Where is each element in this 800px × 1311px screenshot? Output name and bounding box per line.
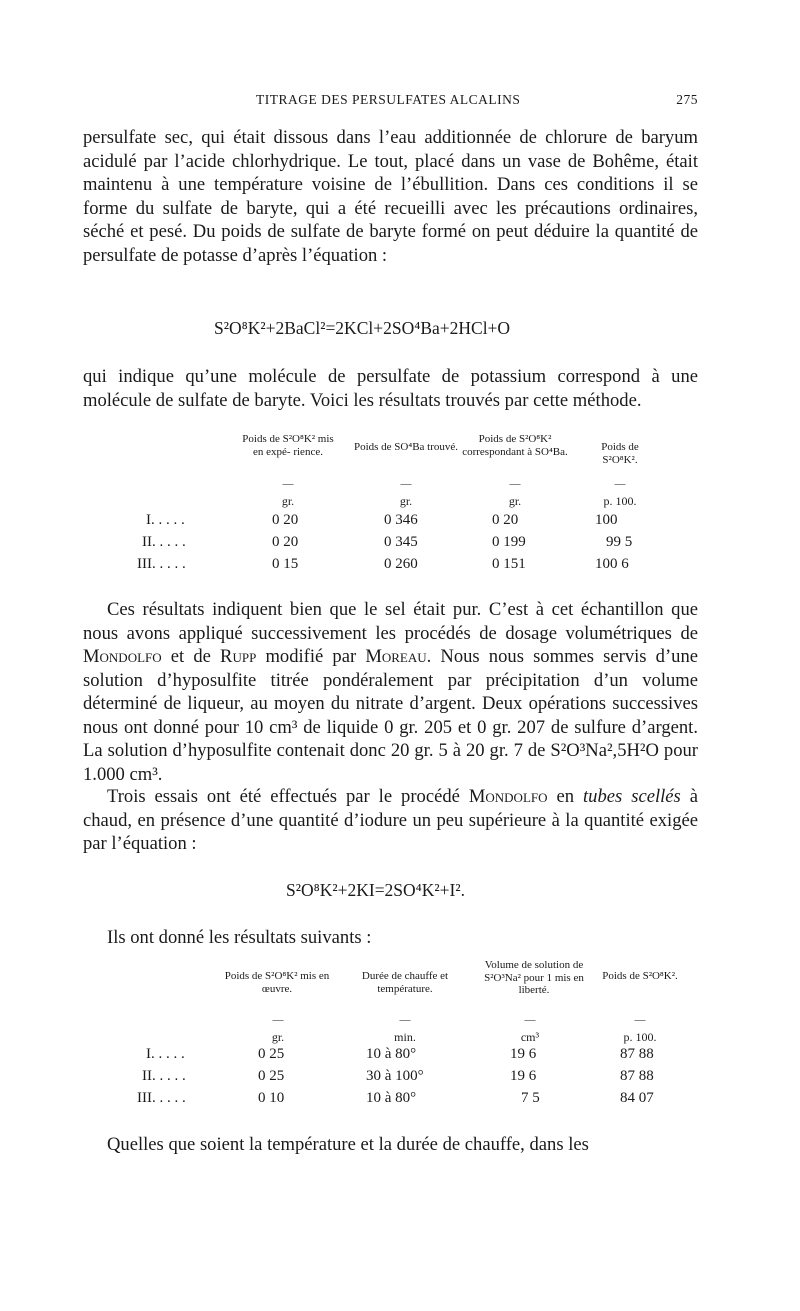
paragraph-6-text: Quelles que soient la température et la durée de chauffe, dans les: [107, 1134, 589, 1155]
table-2-unit-1: gr.: [271, 1030, 285, 1044]
table-2-dash-4: —: [634, 1014, 646, 1026]
table-2-header-2: Durée de chauffe et température.: [361, 970, 449, 995]
table-cell: 0 345: [384, 534, 418, 550]
table-1-dash-4: —: [614, 478, 626, 490]
paragraph-6: [107, 1133, 698, 1157]
table-cell: 84 07: [620, 1090, 654, 1106]
paragraph-4-part-a: Trois essais ont été effectués par le procédé: [107, 786, 469, 807]
table-2-header-3: Volume de solution de S²O³Na² pour 1 mis en liberté.: [484, 959, 584, 996]
table-cell: 0 346: [384, 512, 418, 528]
table-cell: 0 20: [272, 512, 299, 528]
table-2-dash-2: —: [399, 1014, 411, 1026]
paragraph-5: [107, 926, 722, 950]
table-2-dash-1: —: [272, 1014, 284, 1026]
table-1-dash-3: —: [509, 478, 521, 490]
paragraph-4: [83, 785, 698, 856]
table-row-label: II. . . . .: [142, 534, 186, 550]
table-1-header-4: Poids de S²O⁸K².: [601, 441, 639, 466]
table-cell: 0 20: [492, 512, 519, 528]
table-row-label: I. . . . .: [146, 512, 185, 528]
paragraph-4-part-c: à chaud, en présence d’une quantité d’iodure un peu supérieure à la quantité exigée par l’équation :: [83, 786, 698, 854]
table-2-unit-2: min.: [394, 1030, 416, 1044]
paragraph-1: [83, 126, 698, 267]
equation-2: S²O⁸K²+2KI=2SO⁴K²+I².: [286, 880, 465, 900]
table-1-dash-1: —: [282, 478, 294, 490]
paragraph-3-part-c: modifié par: [256, 646, 366, 667]
running-header: [108, 92, 698, 114]
table-cell: 7 5: [521, 1090, 540, 1106]
table-row-label: III. . . . .: [137, 1090, 186, 1106]
table-cell: 100 6: [595, 556, 629, 572]
table-1-unit-4: p. 100.: [603, 494, 637, 508]
table-2-dash-3: —: [524, 1014, 536, 1026]
table-1-unit-3: gr.: [508, 494, 522, 508]
table-row-label: II. . . . .: [142, 1068, 186, 1084]
table-cell: 19 6: [510, 1046, 537, 1062]
table-cell: 0 10: [258, 1090, 285, 1106]
table-2-unit-4: p. 100.: [623, 1030, 657, 1044]
paragraph-2: [83, 365, 698, 412]
paragraph-3-part-a: Ces résultats indiquent bien que le sel était pur. C’est à cet échantillon que nous avons appliqué successivement les procédés de dosage volumétriques de: [83, 599, 698, 644]
table-1-header-3: Poids de S²O⁸K² correspondant à SO⁴Ba.: [462, 433, 568, 458]
paragraph-1-text: persulfate sec, qui était dissous dans l’eau additionnée de chlorure de baryum acidulé par l’acide chlorhydrique. Le tout, placé dans un vase de Bohême, était maintenu à une température voisine de l’ébullition. Dans ces conditions il se forme du sulfate de baryte, qui a été recueilli avec les précautions ordinaires, séché et pesé. Du poids de sulfate de baryte formé on peut déduire la quantité de persulfate de potasse d’après l’équation :: [83, 127, 698, 266]
table-cell: 87 88: [620, 1046, 654, 1062]
table-1-dash-2: —: [400, 478, 412, 490]
table-1-unit-1: gr.: [281, 494, 295, 508]
table-2-header-1: Poids de S²O⁸K² mis en œuvre.: [224, 970, 330, 995]
table-cell: 0 15: [272, 556, 299, 572]
page-number: 275: [676, 92, 698, 107]
table-1-header-2: Poids de SO⁴Ba trouvé.: [353, 441, 459, 453]
table-cell: 0 260: [384, 556, 418, 572]
table-cell: 10 à 80°: [366, 1090, 417, 1106]
table-2-header-4: Poids de S²O⁸K².: [602, 970, 678, 982]
table-1-header-1: Poids de S²O⁸K² mis en expé- rience.: [242, 433, 334, 458]
author-rupp: Rupp: [220, 646, 257, 667]
paragraph-5-text: Ils ont donné les résultats suivants :: [107, 927, 372, 948]
paragraph-3: [83, 598, 698, 786]
paragraph-3-part-d: . Nous nous sommes servis d’une solution d’hyposulfite titrée pondéralement par précipitation d’un volume déterminé de liqueur, au moyen du nitrate d’argent. Deux opérations successives nous ont donné pour 10 cm³ de liquide 0 gr. 205 et 0 gr. 207 de sulfure d’argent. La solution d’hyposulfite contenait donc 20 gr. 5 à 20 gr. 7 de S²O³Na²,5H²O pour 1.000 cm³.: [83, 646, 699, 785]
table-cell: 10 à 80°: [366, 1046, 417, 1062]
paragraph-3-text: [83, 598, 698, 786]
table-row-label: III. . . . .: [137, 556, 186, 572]
paragraph-4-text: [83, 785, 698, 856]
table-cell: 0 199: [492, 534, 526, 550]
table-cell: 19 6: [510, 1068, 537, 1084]
paragraph-4-part-b: en: [547, 786, 583, 807]
table-cell: 0 25: [258, 1046, 285, 1062]
table-cell: 30 à 100°: [366, 1068, 424, 1084]
table-cell: 0 25: [258, 1068, 285, 1084]
equation-1: S²O⁸K²+2BaCl²=2KCl+2SO⁴Ba+2HCl+O: [214, 318, 511, 338]
table-cell: 0 151: [492, 556, 526, 572]
author-moreau: Moreau: [365, 646, 427, 667]
paragraph-3-part-b: et de: [161, 646, 221, 667]
table-cell: 100: [595, 512, 618, 528]
author-mondolfo: Mondolfo: [83, 646, 162, 667]
table-1-unit-2: gr.: [399, 494, 413, 508]
author-mondolfo-2: Mondolfo: [468, 786, 548, 807]
table-2-unit-3: cm³: [520, 1030, 540, 1044]
table-cell: 99 5: [606, 534, 633, 550]
table-cell: 0 20: [272, 534, 299, 550]
paragraph-4-italic: tubes scellés: [583, 786, 681, 807]
paragraph-2-text: qui indique qu’une molécule de persulfate de potassium correspond à une molécule de sulfate de baryte. Voici les résultats trouvés par cette méthode.: [83, 366, 698, 411]
table-cell: 87 88: [620, 1068, 654, 1084]
running-title: TITRAGE DES PERSULFATES ALCALINS: [256, 92, 521, 107]
table-row-label: I. . . . .: [146, 1046, 185, 1062]
